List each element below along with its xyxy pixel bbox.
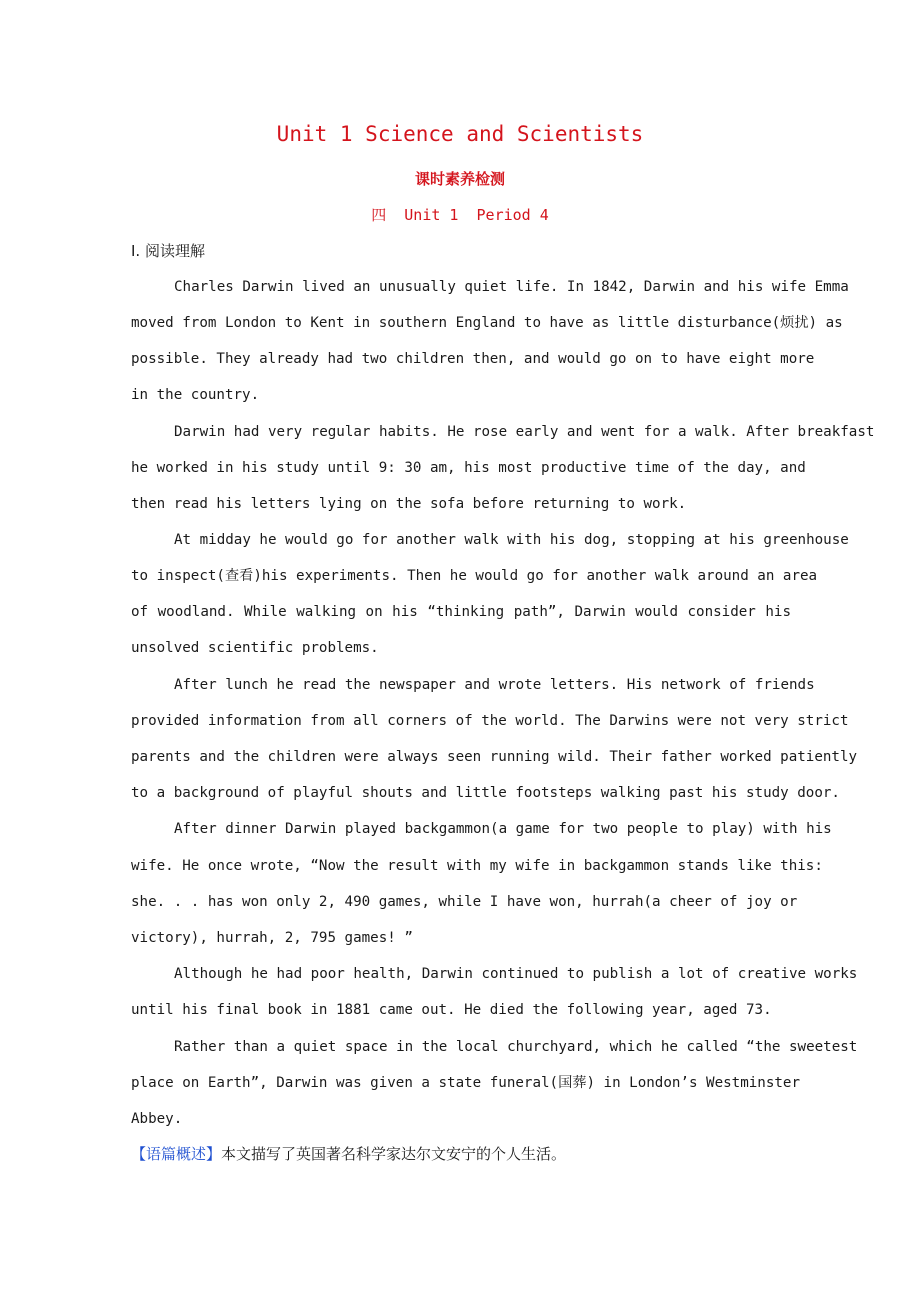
- passage-line: Charles Darwin lived an unusually quiet life. In 1842, Darwin and his wife Emma: [174, 279, 849, 295]
- passage-line: Rather than a quiet space in the local churchyard, which he called “the sweetest: [174, 1039, 858, 1055]
- passage-line: he worked in his study until 9: 30 am, his most productive time of the day, and: [131, 460, 806, 476]
- passage-line: to inspect(查看)his experiments. Then he would go for another walk around an area: [131, 568, 818, 584]
- passage-line: Abbey.: [131, 1111, 183, 1127]
- passage-line: At midday he would go for another walk with his dog, stopping at his greenhouse: [174, 532, 849, 548]
- passage-line: provided information from all corners of the world. The Darwins were not very strict: [131, 713, 849, 729]
- section-heading: Ⅰ. 阅读理解: [131, 242, 205, 260]
- passage-summary: [131, 1143, 566, 1164]
- passage-line: After lunch he read the newspaper and wrote letters. His network of friends: [174, 677, 815, 693]
- passage-line: unsolved scientific problems.: [131, 640, 379, 656]
- passage-line: to a background of playful shouts and little footsteps walking past his study door.: [131, 785, 840, 801]
- passage-line: possible. They already had two children then, and would go on to have eight more: [131, 351, 815, 367]
- document-title: Unit 1 Science and Scientists: [276, 122, 644, 146]
- passage-line: Although he had poor health, Darwin continued to publish a lot of creative works: [174, 966, 858, 982]
- passage-line: place on Earth”, Darwin was given a state funeral(国葬) in London’s Westminster: [131, 1075, 800, 1091]
- passage-line: she. . . has won only 2, 490 games, while I have won, hurrah(a cheer of joy or: [131, 894, 798, 910]
- period-heading: 四 Unit 1 Period 4: [371, 206, 549, 224]
- passage-line: After dinner Darwin played backgammon(a game for two people to play) with his: [174, 821, 832, 837]
- passage-line: Darwin had very regular habits. He rose early and went for a walk. After breakfast: [174, 424, 875, 440]
- passage-line: wife. He once wrote, “Now the result with my wife in backgammon stands like this:: [131, 858, 823, 874]
- passage-line: moved from London to Kent in southern England to have as little disturbance(烦扰) as: [131, 315, 843, 331]
- summary-label: 【语篇概述】: [131, 1145, 222, 1163]
- passage-line: parents and the children were always seen running wild. Their father worked patiently: [131, 749, 858, 765]
- document-subtitle: 课时素养检测: [414, 170, 505, 188]
- passage-line: until his final book in 1881 came out. He died the following year, aged 73.: [131, 1002, 772, 1018]
- passage-line: of woodland. While walking on his “thinking path”, Darwin would consider his: [131, 604, 791, 620]
- passage-line: victory), hurrah, 2, 795 games! ”: [131, 930, 413, 946]
- summary-text: 本文描写了英国著名科学家达尔文安宁的个人生活。: [221, 1145, 567, 1163]
- passage-line: in the country.: [131, 387, 260, 403]
- passage-line: then read his letters lying on the sofa before returning to work.: [131, 496, 687, 512]
